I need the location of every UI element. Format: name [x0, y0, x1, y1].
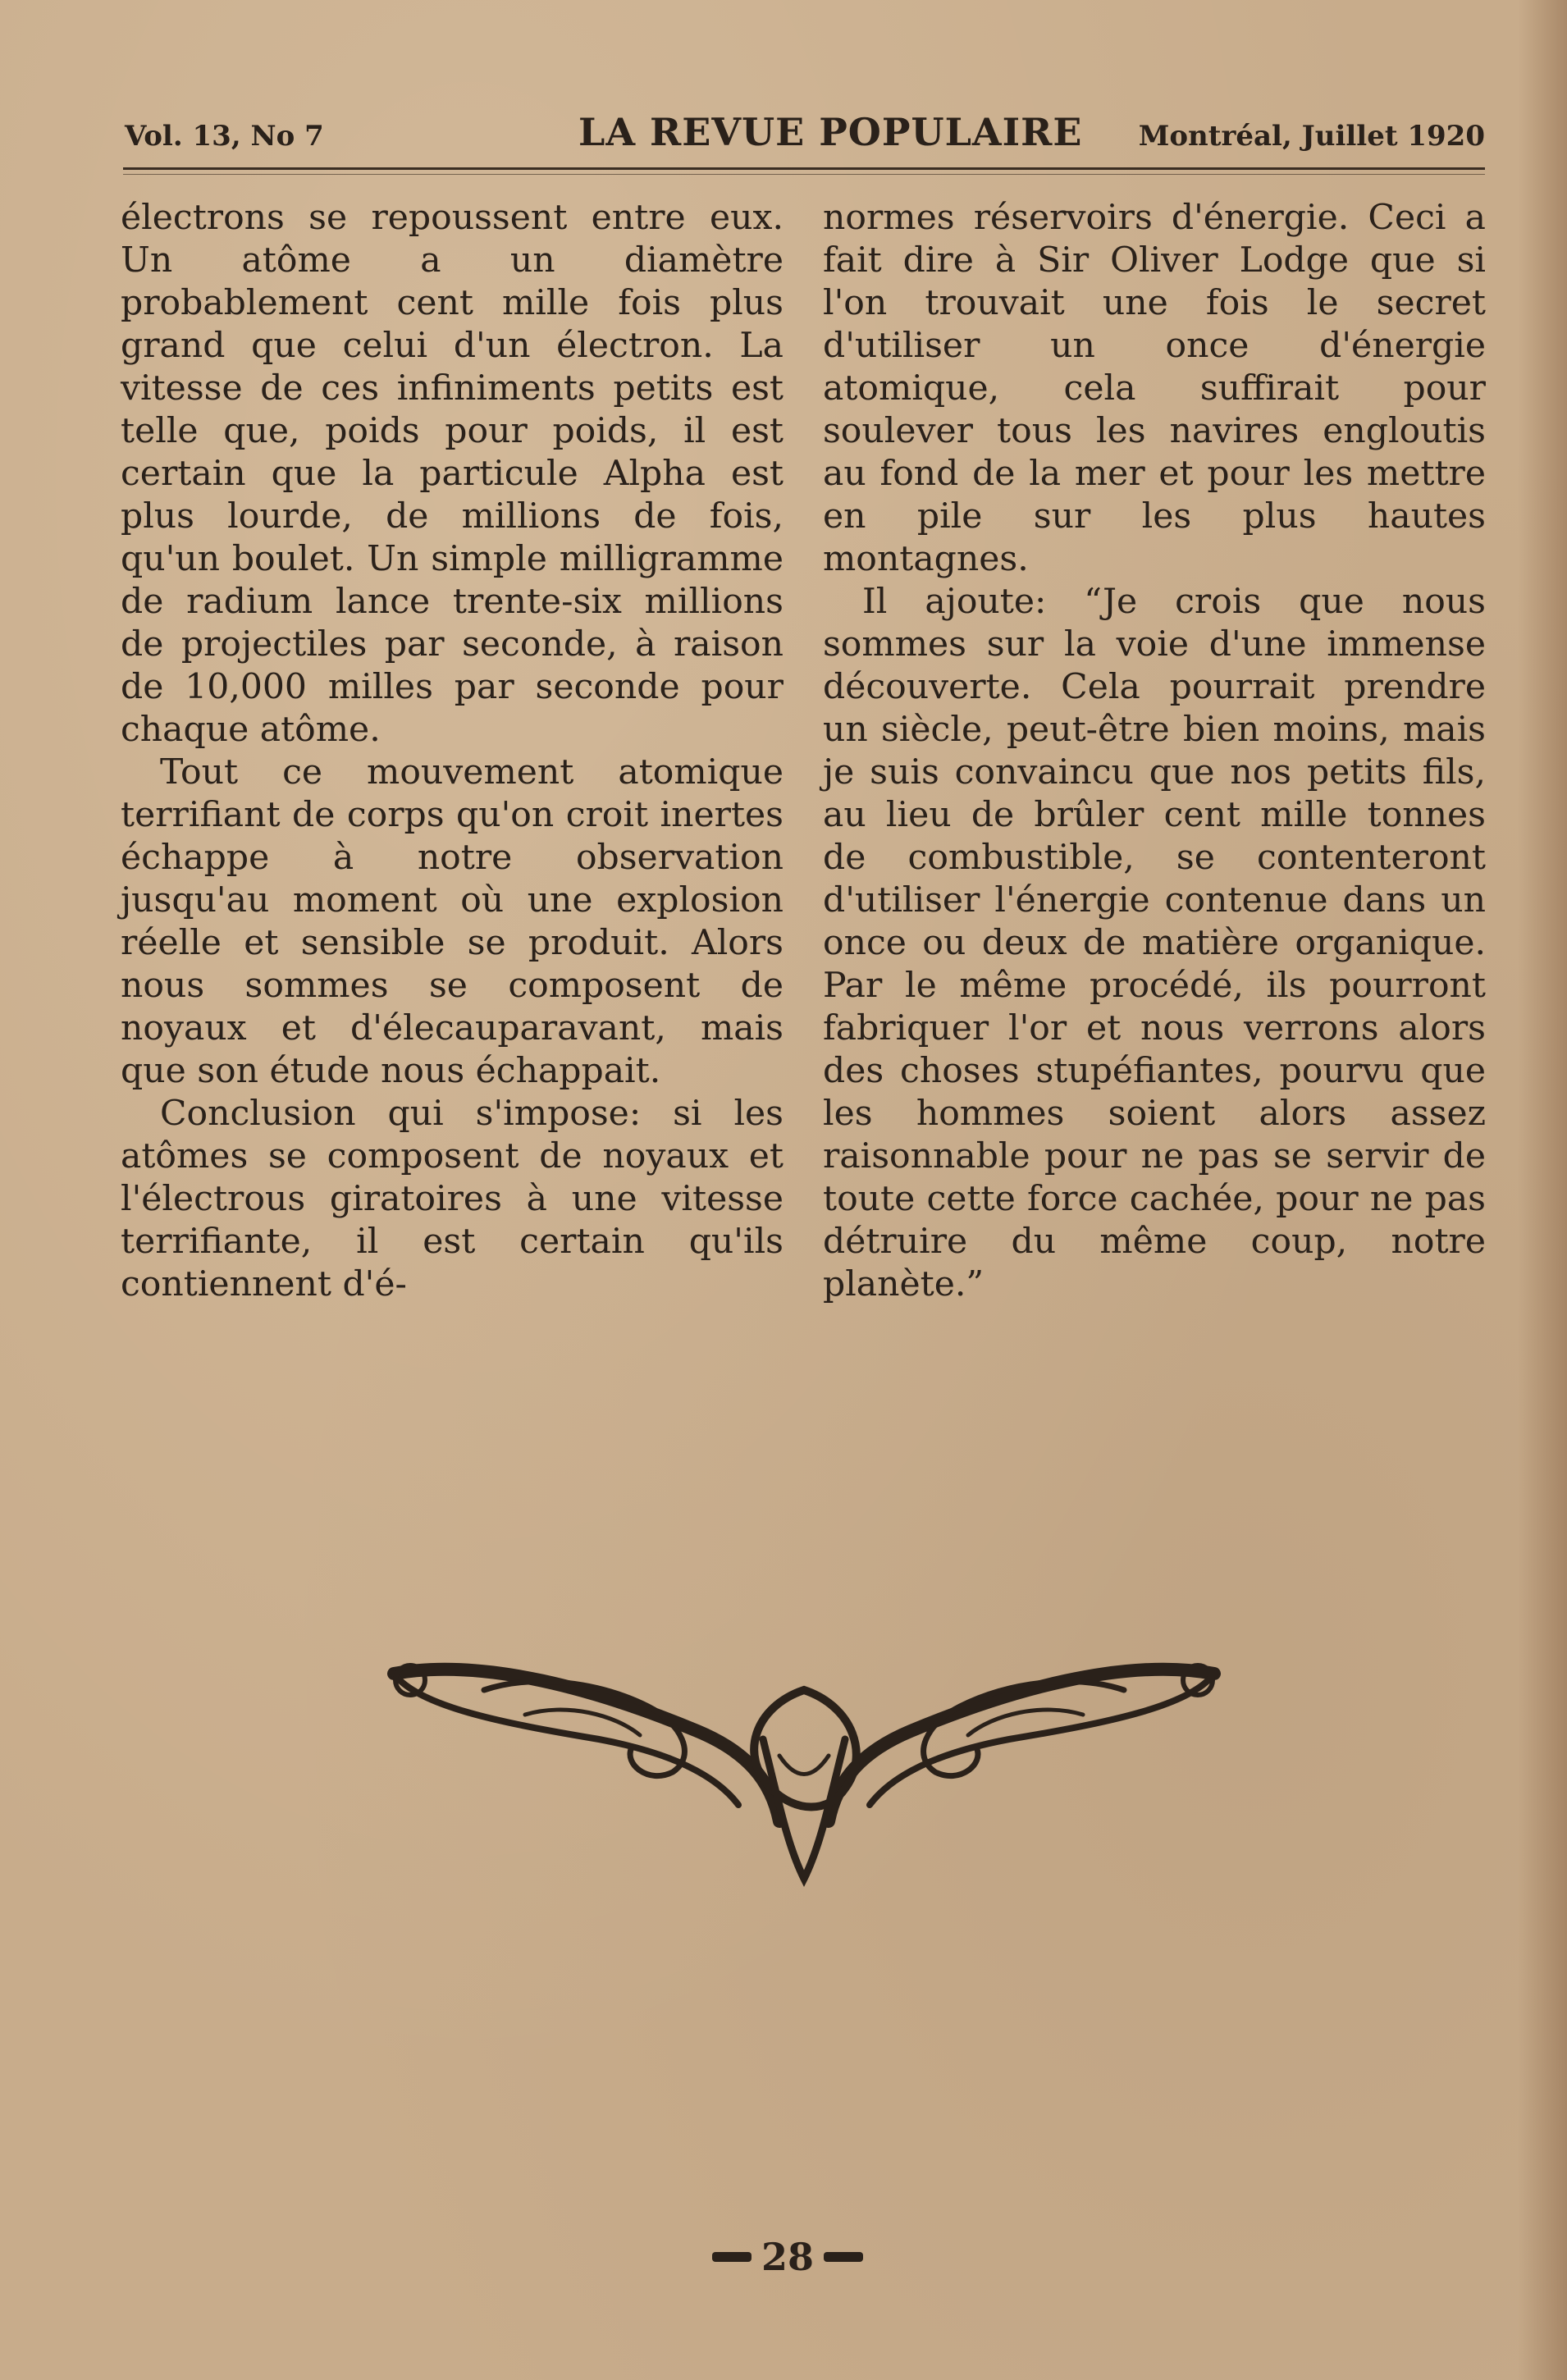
- running-header: [123, 110, 1485, 162]
- page-number-footer: [697, 2232, 878, 2281]
- footer-left-dash: [712, 2252, 752, 2262]
- place-and-date: Montréal, Juillet 1920: [1138, 120, 1485, 153]
- publication-title: LA REVUE POPULAIRE: [578, 110, 1083, 154]
- left-paragraph-3: Conclusion qui s'impose: si les atômes se composent de noyaux et l'électrous giratoires à une vitesse terrifiante, il est certain qu'ils contiennent d'é-: [121, 1094, 784, 1304]
- header-rule-thin: [123, 174, 1485, 175]
- left-paragraph-2: Tout ce mouvement atomique terrifiant de corps qu'on croit inertes échappe à notre observation jusqu'au moment où une explosion réelle et sensible se produit. Alors nous sommes se composent de noyaux et d'élecauparavant, mais que son étude nous échappait.: [121, 752, 784, 1091]
- page-edge-shadow: [1518, 0, 1567, 2380]
- right-paragraph-2: Il ajoute: “Je crois que nous sommes sur la voie d'une immense découverte. Cela pourrait prendre un siècle, peut-être bien moins, mais je suis convaincu que nos petits fils, au lieu de brûler cent mille tonnes de combustible, se contenteront d'utiliser l'énergie contenue dans un once ou deux de matière organique. Par le même procédé, ils pourront fabriquer l'or et nous verrons alors des choses stupéfiantes, pourvu que les hommes soient alors assez raisonnable pour ne pas se servir de toute cette force cachée, pour ne pas détruire du même coup, notre planète.”: [823, 582, 1486, 1304]
- footer-right-dash: [824, 2252, 863, 2262]
- page-number: 28: [761, 2235, 814, 2279]
- right-paragraph-1: normes réservoirs d'énergie. Ceci a fait dire à Sir Oliver Lodge que si l'on trouvait une fois le secret d'utiliser un once d'énergie atomique, cela suffirait pour soulever tous les navires engloutis au fond de la mer et pour les mettre en pile sur les plus hautes montagnes.: [823, 198, 1486, 579]
- volume-number: Vol. 13, No 7: [125, 120, 324, 153]
- left-column: [121, 197, 784, 1306]
- art-nouveau-ornament-icon: [386, 1641, 1222, 1895]
- left-paragraph-1: électrons se repoussent entre eux. Un atôme a un diamètre probablement cent mille fois plus grand que celui d'un électron. La vitesse de ces infiniments petits est telle que, poids pour poids, il est certain que la particule Alpha est plus lourde, de millions de fois, qu'un boulet. Un simple milligramme de radium lance trente-six millions de projectiles par seconde, à raison de 10,000 milles par seconde pour chaque atôme.: [121, 198, 784, 750]
- header-rule: [123, 167, 1485, 170]
- right-column: [823, 197, 1486, 1306]
